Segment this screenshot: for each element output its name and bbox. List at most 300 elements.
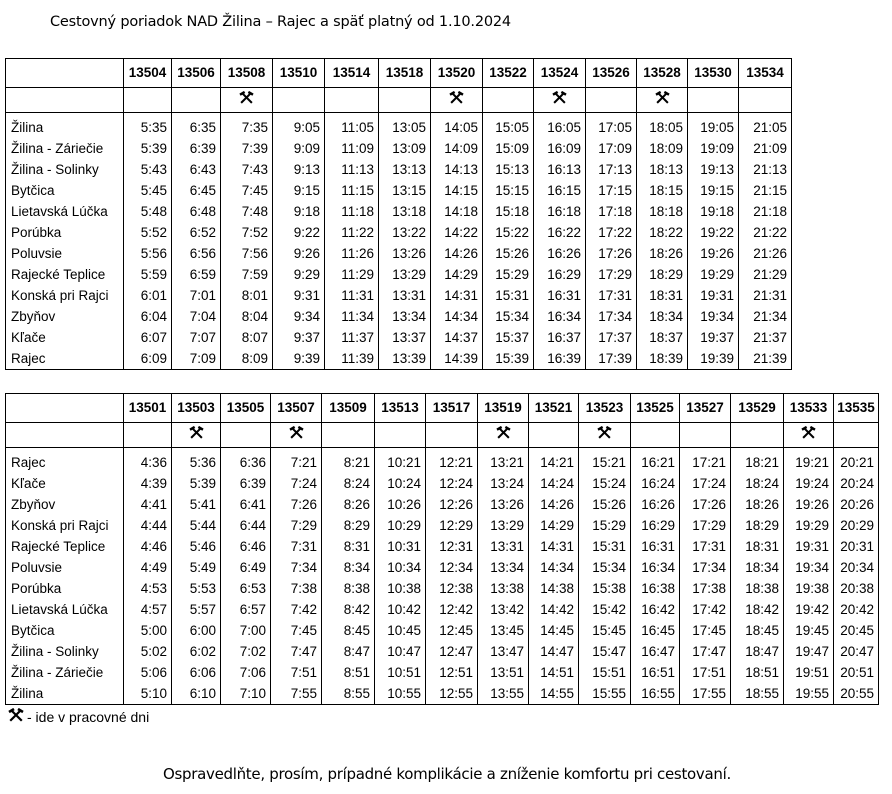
train-number: 13507 <box>271 394 322 423</box>
departure-time: 15:29 <box>579 515 631 536</box>
departure-time: 18:29 <box>731 515 784 536</box>
departure-time: 18:55 <box>731 683 784 705</box>
train-number: 13530 <box>688 59 739 88</box>
departure-time: 16:09 <box>534 138 586 159</box>
departure-time: 8:29 <box>322 515 375 536</box>
hammer-pick-icon <box>552 88 567 112</box>
departure-time: 6:02 <box>172 641 221 662</box>
departure-time: 14:26 <box>529 494 579 515</box>
table-row <box>6 494 879 515</box>
departure-time: 15:42 <box>579 599 631 620</box>
departure-time: 4:53 <box>124 578 172 599</box>
table-row <box>6 683 879 705</box>
departure-time: 14:29 <box>431 264 483 285</box>
departure-time: 8:09 <box>221 348 273 370</box>
train-number: 13510 <box>273 59 325 88</box>
departure-time: 20:42 <box>834 599 879 620</box>
departure-time: 19:26 <box>784 494 834 515</box>
departure-time: 16:29 <box>534 264 586 285</box>
departure-time: 7:07 <box>172 327 221 348</box>
departure-time: 9:29 <box>273 264 325 285</box>
departure-time: 16:34 <box>631 557 680 578</box>
departure-time: 6:41 <box>221 494 271 515</box>
train-number: 13526 <box>586 59 637 88</box>
departure-time: 17:13 <box>586 159 637 180</box>
train-number: 13518 <box>379 59 431 88</box>
departure-time: 7:29 <box>271 515 322 536</box>
workday-cell <box>375 423 426 448</box>
departure-time: 14:15 <box>431 180 483 201</box>
departure-time: 5:56 <box>124 243 172 264</box>
departure-time: 17:39 <box>586 348 637 370</box>
table-row <box>6 599 879 620</box>
departure-time: 15:26 <box>579 494 631 515</box>
departure-time: 19:47 <box>784 641 834 662</box>
departure-time: 17:26 <box>586 243 637 264</box>
departure-time: 4:39 <box>124 473 172 494</box>
departure-time: 19:29 <box>688 264 739 285</box>
departure-time: 17:21 <box>680 452 731 473</box>
departure-time: 7:10 <box>221 683 271 705</box>
train-number: 13505 <box>221 394 271 423</box>
train-number: 13517 <box>426 394 478 423</box>
departure-time: 19:51 <box>784 662 834 683</box>
departure-time: 7:42 <box>271 599 322 620</box>
train-number: 13508 <box>221 59 273 88</box>
departure-time: 20:47 <box>834 641 879 662</box>
departure-time: 6:01 <box>124 285 172 306</box>
table-row <box>6 348 792 370</box>
station-name: Poluvsie <box>6 243 124 264</box>
departure-time: 19:39 <box>688 348 739 370</box>
workday-cell <box>631 423 680 448</box>
departure-time: 15:34 <box>483 306 534 327</box>
departure-time: 13:26 <box>379 243 431 264</box>
departure-time: 17:47 <box>680 641 731 662</box>
departure-time: 21:29 <box>739 264 792 285</box>
departure-time: 19:15 <box>688 180 739 201</box>
departure-time: 16:26 <box>631 494 680 515</box>
departure-time: 5:39 <box>172 473 221 494</box>
station-name: Žilina - Záriečie <box>6 662 124 683</box>
departure-time: 17:22 <box>586 222 637 243</box>
workday-cell <box>739 88 792 113</box>
departure-time: 14:45 <box>529 620 579 641</box>
departure-time: 14:39 <box>431 348 483 370</box>
departure-time: 16:34 <box>534 306 586 327</box>
departure-time: 19:09 <box>688 138 739 159</box>
departure-time: 11:18 <box>325 201 379 222</box>
legend-text: - ide v pracovné dni <box>27 708 150 725</box>
departure-time: 13:55 <box>478 683 529 705</box>
departure-time: 5:35 <box>124 117 172 138</box>
departure-time: 8:07 <box>221 327 273 348</box>
departure-time: 6:44 <box>221 515 271 536</box>
departure-time: 5:45 <box>124 180 172 201</box>
station-name: Porúbka <box>6 578 124 599</box>
departure-time: 6:43 <box>172 159 221 180</box>
departure-time: 7:48 <box>221 201 273 222</box>
departure-time: 9:31 <box>273 285 325 306</box>
departure-time: 19:31 <box>784 536 834 557</box>
departure-time: 13:29 <box>379 264 431 285</box>
table-row <box>6 117 792 138</box>
departure-time: 20:29 <box>834 515 879 536</box>
departure-time: 5:43 <box>124 159 172 180</box>
departure-time: 19:22 <box>688 222 739 243</box>
departure-time: 9:13 <box>273 159 325 180</box>
table-row <box>6 222 792 243</box>
departure-time: 20:34 <box>834 557 879 578</box>
departure-time: 6:59 <box>172 264 221 285</box>
departure-time: 10:51 <box>375 662 426 683</box>
departure-time: 10:42 <box>375 599 426 620</box>
departure-time: 13:34 <box>478 557 529 578</box>
departure-time: 18:09 <box>637 138 688 159</box>
departure-time: 13:47 <box>478 641 529 662</box>
departure-time: 5:53 <box>172 578 221 599</box>
departure-time: 21:22 <box>739 222 792 243</box>
departure-time: 9:18 <box>273 201 325 222</box>
table-row <box>6 641 879 662</box>
station-name: Rajec <box>6 452 124 473</box>
departure-time: 12:55 <box>426 683 478 705</box>
header-blank <box>6 59 124 88</box>
departure-time: 4:44 <box>124 515 172 536</box>
station-name: Konská pri Rajci <box>6 285 124 306</box>
workday-cell <box>688 88 739 113</box>
table-row <box>6 306 792 327</box>
table-row <box>6 578 879 599</box>
departure-time: 13:05 <box>379 117 431 138</box>
station-name: Lietavská Lúčka <box>6 201 124 222</box>
departure-time: 5:52 <box>124 222 172 243</box>
workday-cell <box>172 88 221 113</box>
departure-time: 20:26 <box>834 494 879 515</box>
departure-time: 20:31 <box>834 536 879 557</box>
train-number: 13509 <box>322 394 375 423</box>
departure-time: 19:37 <box>688 327 739 348</box>
departure-time: 19:34 <box>688 306 739 327</box>
workday-cell <box>784 423 834 448</box>
departure-time: 16:15 <box>534 180 586 201</box>
departure-time: 19:34 <box>784 557 834 578</box>
timetable-zilina-rajec <box>5 58 792 370</box>
workday-cell <box>431 88 483 113</box>
departure-time: 6:06 <box>172 662 221 683</box>
departure-time: 12:47 <box>426 641 478 662</box>
departure-time: 17:51 <box>680 662 731 683</box>
departure-time: 12:45 <box>426 620 478 641</box>
workday-cell <box>325 88 379 113</box>
table-row <box>6 159 792 180</box>
departure-time: 5:49 <box>172 557 221 578</box>
legend <box>8 708 149 725</box>
departure-time: 7:51 <box>271 662 322 683</box>
departure-time: 18:21 <box>731 452 784 473</box>
departure-time: 18:39 <box>637 348 688 370</box>
departure-time: 19:38 <box>784 578 834 599</box>
departure-time: 18:45 <box>731 620 784 641</box>
departure-time: 19:26 <box>688 243 739 264</box>
departure-time: 5:06 <box>124 662 172 683</box>
departure-time: 17:24 <box>680 473 731 494</box>
workday-cell <box>637 88 688 113</box>
departure-time: 15:21 <box>579 452 631 473</box>
departure-time: 17:09 <box>586 138 637 159</box>
departure-time: 17:15 <box>586 180 637 201</box>
departure-time: 5:41 <box>172 494 221 515</box>
departure-time: 16:13 <box>534 159 586 180</box>
train-number: 13527 <box>680 394 731 423</box>
departure-time: 9:39 <box>273 348 325 370</box>
departure-time: 13:21 <box>478 452 529 473</box>
departure-time: 7:06 <box>221 662 271 683</box>
departure-time: 8:24 <box>322 473 375 494</box>
departure-time: 13:09 <box>379 138 431 159</box>
departure-time: 7:56 <box>221 243 273 264</box>
table-row <box>6 201 792 222</box>
train-number-row <box>6 394 879 423</box>
departure-time: 9:09 <box>273 138 325 159</box>
train-number: 13524 <box>534 59 586 88</box>
departure-time: 8:31 <box>322 536 375 557</box>
departure-time: 8:45 <box>322 620 375 641</box>
departure-time: 14:42 <box>529 599 579 620</box>
departure-time: 4:57 <box>124 599 172 620</box>
departure-time: 7:31 <box>271 536 322 557</box>
departure-time: 12:21 <box>426 452 478 473</box>
header-blank <box>6 423 124 448</box>
departure-time: 19:18 <box>688 201 739 222</box>
departure-time: 17:37 <box>586 327 637 348</box>
departure-time: 21:18 <box>739 201 792 222</box>
departure-time: 14:34 <box>431 306 483 327</box>
workday-cell <box>534 88 586 113</box>
departure-time: 19:29 <box>784 515 834 536</box>
workday-cell <box>680 423 731 448</box>
departure-time: 8:47 <box>322 641 375 662</box>
train-number: 13506 <box>172 59 221 88</box>
train-number: 13525 <box>631 394 680 423</box>
departure-time: 14:31 <box>431 285 483 306</box>
departure-time: 18:38 <box>731 578 784 599</box>
departure-time: 17:42 <box>680 599 731 620</box>
workday-row <box>6 423 879 448</box>
departure-time: 17:31 <box>680 536 731 557</box>
departure-time: 18:05 <box>637 117 688 138</box>
departure-time: 17:05 <box>586 117 637 138</box>
departure-time: 21:26 <box>739 243 792 264</box>
departure-time: 10:21 <box>375 452 426 473</box>
departure-time: 10:24 <box>375 473 426 494</box>
train-number: 13519 <box>478 394 529 423</box>
departure-time: 15:18 <box>483 201 534 222</box>
departure-time: 19:24 <box>784 473 834 494</box>
departure-time: 16:42 <box>631 599 680 620</box>
departure-time: 7:55 <box>271 683 322 705</box>
departure-time: 7:39 <box>221 138 273 159</box>
departure-time: 16:26 <box>534 243 586 264</box>
departure-time: 18:13 <box>637 159 688 180</box>
departure-time: 13:34 <box>379 306 431 327</box>
departure-time: 18:34 <box>637 306 688 327</box>
table-row <box>6 138 792 159</box>
departure-time: 7:34 <box>271 557 322 578</box>
departure-time: 13:18 <box>379 201 431 222</box>
departure-time: 21:09 <box>739 138 792 159</box>
departure-time: 16:37 <box>534 327 586 348</box>
departure-time: 5:44 <box>172 515 221 536</box>
departure-time: 19:42 <box>784 599 834 620</box>
departure-time: 15:47 <box>579 641 631 662</box>
departure-time: 6:49 <box>221 557 271 578</box>
workday-cell <box>172 423 221 448</box>
workday-cell <box>271 423 322 448</box>
departure-time: 12:38 <box>426 578 478 599</box>
departure-time: 5:48 <box>124 201 172 222</box>
departure-time: 7:21 <box>271 452 322 473</box>
departure-time: 13:26 <box>478 494 529 515</box>
departure-time: 7:35 <box>221 117 273 138</box>
departure-time: 20:38 <box>834 578 879 599</box>
departure-time: 8:55 <box>322 683 375 705</box>
hammer-pick-icon <box>189 423 204 447</box>
departure-time: 7:59 <box>221 264 273 285</box>
station-name: Kľače <box>6 327 124 348</box>
hammer-pick-icon <box>239 88 254 112</box>
departure-time: 15:51 <box>579 662 631 683</box>
departure-time: 17:38 <box>680 578 731 599</box>
station-name: Žilina <box>6 683 124 705</box>
departure-time: 9:26 <box>273 243 325 264</box>
departure-time: 16:51 <box>631 662 680 683</box>
departure-time: 19:31 <box>688 285 739 306</box>
departure-time: 10:55 <box>375 683 426 705</box>
departure-time: 15:45 <box>579 620 631 641</box>
departure-time: 21:34 <box>739 306 792 327</box>
departure-time: 20:55 <box>834 683 879 705</box>
departure-time: 18:31 <box>731 536 784 557</box>
table-row <box>6 327 792 348</box>
departure-time: 12:51 <box>426 662 478 683</box>
workday-cell <box>586 88 637 113</box>
departure-time: 4:46 <box>124 536 172 557</box>
station-name: Žilina - Solinky <box>6 641 124 662</box>
departure-time: 12:34 <box>426 557 478 578</box>
departure-time: 6:36 <box>221 452 271 473</box>
departure-time: 11:05 <box>325 117 379 138</box>
workday-cell <box>478 423 529 448</box>
departure-time: 18:18 <box>637 201 688 222</box>
departure-time: 14:34 <box>529 557 579 578</box>
departure-time: 7:00 <box>221 620 271 641</box>
departure-time: 15:09 <box>483 138 534 159</box>
departure-time: 13:39 <box>379 348 431 370</box>
hammer-pick-icon <box>289 423 304 447</box>
departure-time: 14:31 <box>529 536 579 557</box>
table-row <box>6 243 792 264</box>
departure-time: 12:24 <box>426 473 478 494</box>
departure-time: 14:09 <box>431 138 483 159</box>
departure-time: 16:22 <box>534 222 586 243</box>
departure-time: 16:31 <box>631 536 680 557</box>
table-row <box>6 473 879 494</box>
departure-time: 11:31 <box>325 285 379 306</box>
departure-time: 18:22 <box>637 222 688 243</box>
departure-time: 13:38 <box>478 578 529 599</box>
hammer-pick-icon <box>496 423 511 447</box>
departure-time: 5:57 <box>172 599 221 620</box>
departure-time: 21:39 <box>739 348 792 370</box>
departure-time: 20:21 <box>834 452 879 473</box>
workday-cell <box>273 88 325 113</box>
departure-time: 5:46 <box>172 536 221 557</box>
departure-time: 14:29 <box>529 515 579 536</box>
departure-time: 15:26 <box>483 243 534 264</box>
departure-time: 4:36 <box>124 452 172 473</box>
departure-time: 6:48 <box>172 201 221 222</box>
departure-time: 16:05 <box>534 117 586 138</box>
departure-time: 5:39 <box>124 138 172 159</box>
table-row <box>6 620 879 641</box>
footer-note: Ospravedlňte, prosím, prípadné komplikácie a zníženie komfortu pri cestovaní. <box>163 765 731 783</box>
departure-time: 8:38 <box>322 578 375 599</box>
departure-time: 7:47 <box>271 641 322 662</box>
station-name: Rajecké Teplice <box>6 536 124 557</box>
departure-time: 13:31 <box>379 285 431 306</box>
departure-time: 19:05 <box>688 117 739 138</box>
departure-time: 16:47 <box>631 641 680 662</box>
departure-time: 14:55 <box>529 683 579 705</box>
hammer-pick-icon <box>801 423 816 447</box>
departure-time: 17:18 <box>586 201 637 222</box>
page-title: Cestovný poriadok NAD Žilina – Rajec a späť platný od 1.10.2024 <box>50 14 511 30</box>
departure-time: 16:31 <box>534 285 586 306</box>
workday-cell <box>322 423 375 448</box>
departure-time: 5:00 <box>124 620 172 641</box>
train-number: 13501 <box>124 394 172 423</box>
departure-time: 7:43 <box>221 159 273 180</box>
train-number: 13523 <box>579 394 631 423</box>
departure-time: 7:02 <box>221 641 271 662</box>
departure-time: 17:29 <box>680 515 731 536</box>
departure-time: 9:34 <box>273 306 325 327</box>
hammer-pick-icon <box>597 423 612 447</box>
departure-time: 7:09 <box>172 348 221 370</box>
station-name: Žilina - Solinky <box>6 159 124 180</box>
departure-time: 11:34 <box>325 306 379 327</box>
departure-time: 12:42 <box>426 599 478 620</box>
departure-time: 6:56 <box>172 243 221 264</box>
departure-time: 21:13 <box>739 159 792 180</box>
hammer-pick-icon <box>8 708 24 725</box>
timetable-rajec-zilina <box>5 393 879 705</box>
departure-time: 16:45 <box>631 620 680 641</box>
departure-time: 11:13 <box>325 159 379 180</box>
departure-time: 14:13 <box>431 159 483 180</box>
departure-time: 14:51 <box>529 662 579 683</box>
station-name: Kľače <box>6 473 124 494</box>
departure-time: 14:38 <box>529 578 579 599</box>
departure-time: 17:26 <box>680 494 731 515</box>
departure-time: 10:26 <box>375 494 426 515</box>
departure-time: 18:42 <box>731 599 784 620</box>
train-number: 13534 <box>739 59 792 88</box>
departure-time: 6:00 <box>172 620 221 641</box>
departure-time: 16:24 <box>631 473 680 494</box>
departure-time: 18:31 <box>637 285 688 306</box>
